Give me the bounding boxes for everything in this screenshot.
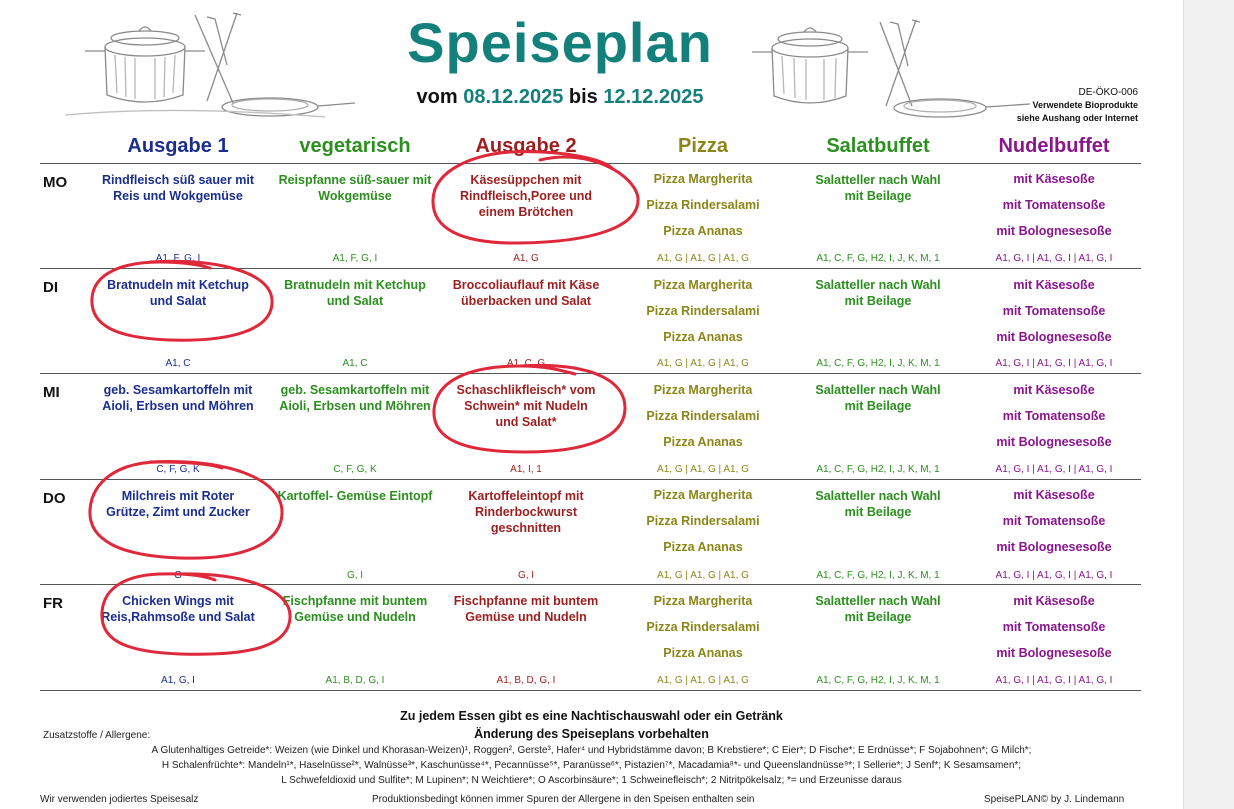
dish-line: und Salat [149, 294, 207, 308]
pizza-item: Pizza Rindersalami [646, 304, 760, 318]
allergen-codes: A1, G [513, 253, 539, 264]
nudel-item: mit Bolognesesoße [996, 330, 1112, 344]
eco-code: DE-ÖKO-006 [1078, 87, 1138, 98]
date-mid: bis [568, 86, 598, 108]
allergen-codes: A1, C, F, G, H2, I, J, K, M, 1 [816, 253, 940, 264]
nudel-item: mit Käsesoße [1013, 278, 1095, 292]
nudel-item: mit Tomatensoße [1002, 198, 1106, 212]
salat-dish [786, 172, 970, 204]
pizza-item: Pizza Ananas [663, 435, 743, 449]
pizza-item: Pizza Ananas [663, 224, 743, 238]
pizza-item: Pizza Margherita [653, 383, 753, 397]
column-header-vegetarisch: vegetarisch [299, 135, 411, 157]
nudel-item: mit Tomatensoße [1002, 304, 1106, 318]
allergen-codes: A1, C [165, 358, 191, 369]
date-to: 12.12.2025 [603, 86, 704, 108]
allergen-codes: A1, G | A1, G | A1, G [657, 358, 749, 369]
salat-dish [786, 593, 970, 625]
pizza-item: Pizza Margherita [653, 594, 753, 608]
dish-line: und Salat* [495, 415, 557, 429]
column-header-ausgabe1: Ausgabe 1 [127, 135, 229, 157]
dish-line: Fischpfanne mit buntem [453, 594, 599, 608]
nudel-item: mit Bolognesesoße [996, 646, 1112, 660]
allergen-codes: A1, G, I | A1, G, I | A1, G, I [995, 253, 1113, 264]
row-divider [40, 479, 1141, 480]
dish-line: Gemüse und Nudeln [465, 610, 587, 624]
allergen-codes: G [174, 570, 182, 581]
ausgabe2-dish [436, 172, 616, 220]
ausgabe2-dish [436, 382, 616, 430]
pizza-item: Pizza Rindersalami [646, 409, 760, 423]
ausgabe1-dish [88, 277, 268, 309]
dish-line: Rindfleisch süß sauer mit [101, 173, 255, 187]
column-header-pizza: Pizza [677, 135, 729, 157]
date-range [0, 86, 1120, 109]
allergen-codes: A1, G | A1, G | A1, G [657, 253, 749, 264]
allergen-legend-line: L Schwefeldioxid und Sulfite*; M Lupinen*; N Weichtiere*; O Ascorbinsäure*; 1 Schweinefleisch*; 2 Nitritpökelsalz; *= und Erzeunisse daraus [281, 775, 902, 786]
dish-line: Salatteller nach Wahl [815, 278, 941, 292]
nudel-item: mit Bolognesesoße [996, 435, 1112, 449]
allergen-legend-line: H Schalenfrüchte*: Mandeln¹*, Haselnüsse²*, Walnüsse³*, Kaschunüsse⁴*, Pecannüsse⁵*, Paranüsse⁶*, Pistazien⁷*, Macadamia⁸*- und Queenslandnüsse⁹*; I Sellerie*; J Senf*; K Sesamsamen*; [161, 760, 1022, 771]
nudel-item: mit Bolognesesoße [996, 224, 1112, 238]
dish-line: mit Beilage [844, 399, 912, 413]
salat-dish [786, 277, 970, 309]
trace-note: Produktionsbedingt können immer Spuren der Allergene in den Speisen enthalten sein [372, 794, 755, 805]
dish-line: Salatteller nach Wahl [815, 383, 941, 397]
ausgabe1-dish [88, 488, 268, 520]
dish-line: Broccoliauflauf mit Käse [452, 278, 600, 292]
dish-line: Salatteller nach Wahl [815, 173, 941, 187]
pizza-item: Pizza Ananas [663, 330, 743, 344]
dish-line: Schwein* mit Nudeln [464, 399, 588, 413]
pizza-item: Pizza Rindersalami [646, 514, 760, 528]
change-note: Änderung des Speiseplans vorbehalten [474, 727, 709, 741]
pizza-item: Pizza Margherita [653, 488, 753, 502]
date-prefix: vom [416, 86, 458, 108]
ausgabe1-dish [88, 382, 268, 414]
dessert-note: Zu jedem Essen gibt es eine Nachtischauswahl oder ein Getränk [400, 709, 783, 723]
day-label: MO [43, 174, 68, 191]
dish-line: Reis,Rahmsoße und Salat [101, 610, 255, 624]
pizza-item: Pizza Margherita [653, 278, 753, 292]
dish-line: geb. Sesamkartoffeln mit [280, 383, 430, 397]
dish-line: Reispfanne süß-sauer mit [278, 173, 432, 187]
dish-line: Käsesüppchen mit [470, 173, 582, 187]
column-header-nudelbuffet: Nudelbuffet [998, 135, 1110, 157]
dish-line: überbacken und Salat [461, 294, 591, 308]
row-divider [40, 373, 1141, 374]
allergen-codes: A1, G | A1, G | A1, G [657, 570, 749, 581]
dish-line: Salatteller nach Wahl [815, 489, 941, 503]
day-label: DI [43, 279, 58, 296]
allergen-codes: A1, G, I | A1, G, I | A1, G, I [995, 675, 1113, 686]
nudel-item: mit Bolognesesoße [996, 540, 1112, 554]
dish-line: Reis und Wokgemüse [113, 189, 243, 203]
viewer-scrollbar-area[interactable] [1183, 0, 1234, 809]
allergen-codes: A1, G, I | A1, G, I | A1, G, I [995, 358, 1113, 369]
dish-line: Aioli, Erbsen und Möhren [102, 399, 254, 413]
dish-line: mit Beilage [844, 294, 912, 308]
nudel-item: mit Käsesoße [1013, 594, 1095, 608]
allergen-codes: A1, C, F, G, H2, I, J, K, M, 1 [816, 675, 940, 686]
row-divider [40, 268, 1141, 269]
pizza-item: Pizza Rindersalami [646, 198, 760, 212]
vegetarisch-dish [266, 277, 444, 309]
allergen-codes: A1, F, G, I [155, 253, 201, 264]
eco-info [1017, 86, 1138, 125]
salat-dish [786, 488, 970, 520]
dish-line: Rinderbockwurst [474, 505, 578, 519]
allergen-codes: A1, G | A1, G | A1, G [657, 464, 749, 475]
dish-line: Bratnudeln mit Ketchup [284, 278, 426, 292]
ausgabe1-dish [88, 593, 268, 625]
date-from: 08.12.2025 [463, 86, 564, 108]
allergen-legend-line: A Glutenhaltiges Getreide*: Weizen (wie Dinkel und Khorasan-Weizen)¹, Roggen², Gerste³, Hafer⁴ und Hybridstämme davon; B Krebstiere*; C Eier*; D Fische*; E Erdnüsse*; F Sojabohnen*; G Milch*; [151, 745, 1032, 756]
dish-line: Milchreis mit Roter [121, 489, 235, 503]
dish-line: einem Brötchen [478, 205, 574, 219]
ausgabe1-dish [88, 172, 268, 204]
dish-line: Chicken Wings mit [122, 594, 234, 608]
row-divider [40, 584, 1141, 585]
nudel-item: mit Tomatensoße [1002, 620, 1106, 634]
dish-line: Fischpfanne mit buntem [282, 594, 428, 608]
vegetarisch-dish [266, 172, 444, 204]
page-title: Speiseplan [407, 11, 713, 74]
allergen-codes: A1, G | A1, G | A1, G [657, 675, 749, 686]
vegetarisch-dish [266, 488, 444, 504]
vegetarisch-dish [266, 593, 444, 625]
dish-line: Wokgemüse [318, 189, 392, 203]
allergen-codes: C, F, G, K [333, 464, 377, 475]
dish-line: Rindfleisch,Poree und [460, 189, 592, 203]
eco-line2: siehe Aushang oder Internet [1016, 113, 1138, 123]
ausgabe2-dish [436, 488, 616, 536]
allergen-codes: A1, C [342, 358, 368, 369]
allergen-codes: G, I [346, 570, 364, 581]
nudel-item: mit Käsesoße [1013, 383, 1095, 397]
dish-line: Kartoffeleintopf mit [468, 489, 584, 503]
allergen-codes: A1, B, D, G, I [496, 675, 556, 686]
nudel-item: mit Tomatensoße [1002, 514, 1106, 528]
allergen-codes: A1, C, G [506, 358, 546, 369]
additives-label: Zusatzstoffe / Allergene: [43, 730, 151, 741]
vegetarisch-dish [266, 382, 444, 414]
nudel-item: mit Käsesoße [1013, 488, 1095, 502]
pizza-item: Pizza Ananas [663, 646, 743, 660]
allergen-codes: A1, C, F, G, H2, I, J, K, M, 1 [816, 464, 940, 475]
pizza-item: Pizza Ananas [663, 540, 743, 554]
dish-line: Salatteller nach Wahl [815, 594, 941, 608]
column-header-ausgabe2: Ausgabe 2 [475, 135, 577, 157]
allergen-codes: A1, B, D, G, I [325, 675, 385, 686]
salat-dish [786, 382, 970, 414]
nudel-item: mit Käsesoße [1013, 172, 1095, 186]
dish-line: Gemüse und Nudeln [294, 610, 416, 624]
dish-line: Schaschlikfleisch* vom [456, 383, 596, 397]
row-divider [40, 690, 1141, 691]
day-label: MI [43, 384, 60, 401]
pizza-item: Pizza Margherita [653, 172, 753, 186]
nudel-item: mit Tomatensoße [1002, 409, 1106, 423]
dish-line: mit Beilage [844, 189, 912, 203]
allergen-codes: A1, I, 1 [510, 464, 542, 475]
dish-line: Kartoffel- Gemüse Eintopf [277, 489, 433, 503]
ausgabe2-dish [436, 277, 616, 309]
allergen-codes: A1, G, I | A1, G, I | A1, G, I [995, 464, 1113, 475]
dish-line: Aioli, Erbsen und Möhren [279, 399, 431, 413]
row-divider [40, 163, 1141, 164]
dish-line: geschnitten [490, 521, 562, 535]
eco-line1: Verwendete Bioprodukte [1032, 100, 1138, 110]
dish-line: Bratnudeln mit Ketchup [107, 278, 249, 292]
salt-note: Wir verwenden jodiertes Speisesalz [40, 794, 199, 805]
allergen-codes: A1, C, F, G, H2, I, J, K, M, 1 [816, 570, 940, 581]
dish-line: mit Beilage [844, 505, 912, 519]
allergen-codes: A1, C, F, G, H2, I, J, K, M, 1 [816, 358, 940, 369]
day-label: FR [43, 595, 63, 612]
column-header-salatbuffet: Salatbuffet [826, 135, 930, 157]
allergen-codes: G, I [517, 570, 535, 581]
dish-line: und Salat [326, 294, 384, 308]
copyright: SpeisePLAN© by J. Lindemann [984, 794, 1125, 805]
pizza-item: Pizza Rindersalami [646, 620, 760, 634]
dish-line: Grütze, Zimt und Zucker [106, 505, 250, 519]
allergen-codes: A1, G, I [161, 675, 195, 686]
allergen-codes: A1, F, G, I [332, 253, 378, 264]
dish-line: geb. Sesamkartoffeln mit [103, 383, 253, 397]
allergen-codes: C, F, G, K [156, 464, 200, 475]
ausgabe2-dish [436, 593, 616, 625]
dish-line: mit Beilage [844, 610, 912, 624]
allergen-codes: A1, G, I | A1, G, I | A1, G, I [995, 570, 1113, 581]
day-label: DO [43, 490, 66, 507]
